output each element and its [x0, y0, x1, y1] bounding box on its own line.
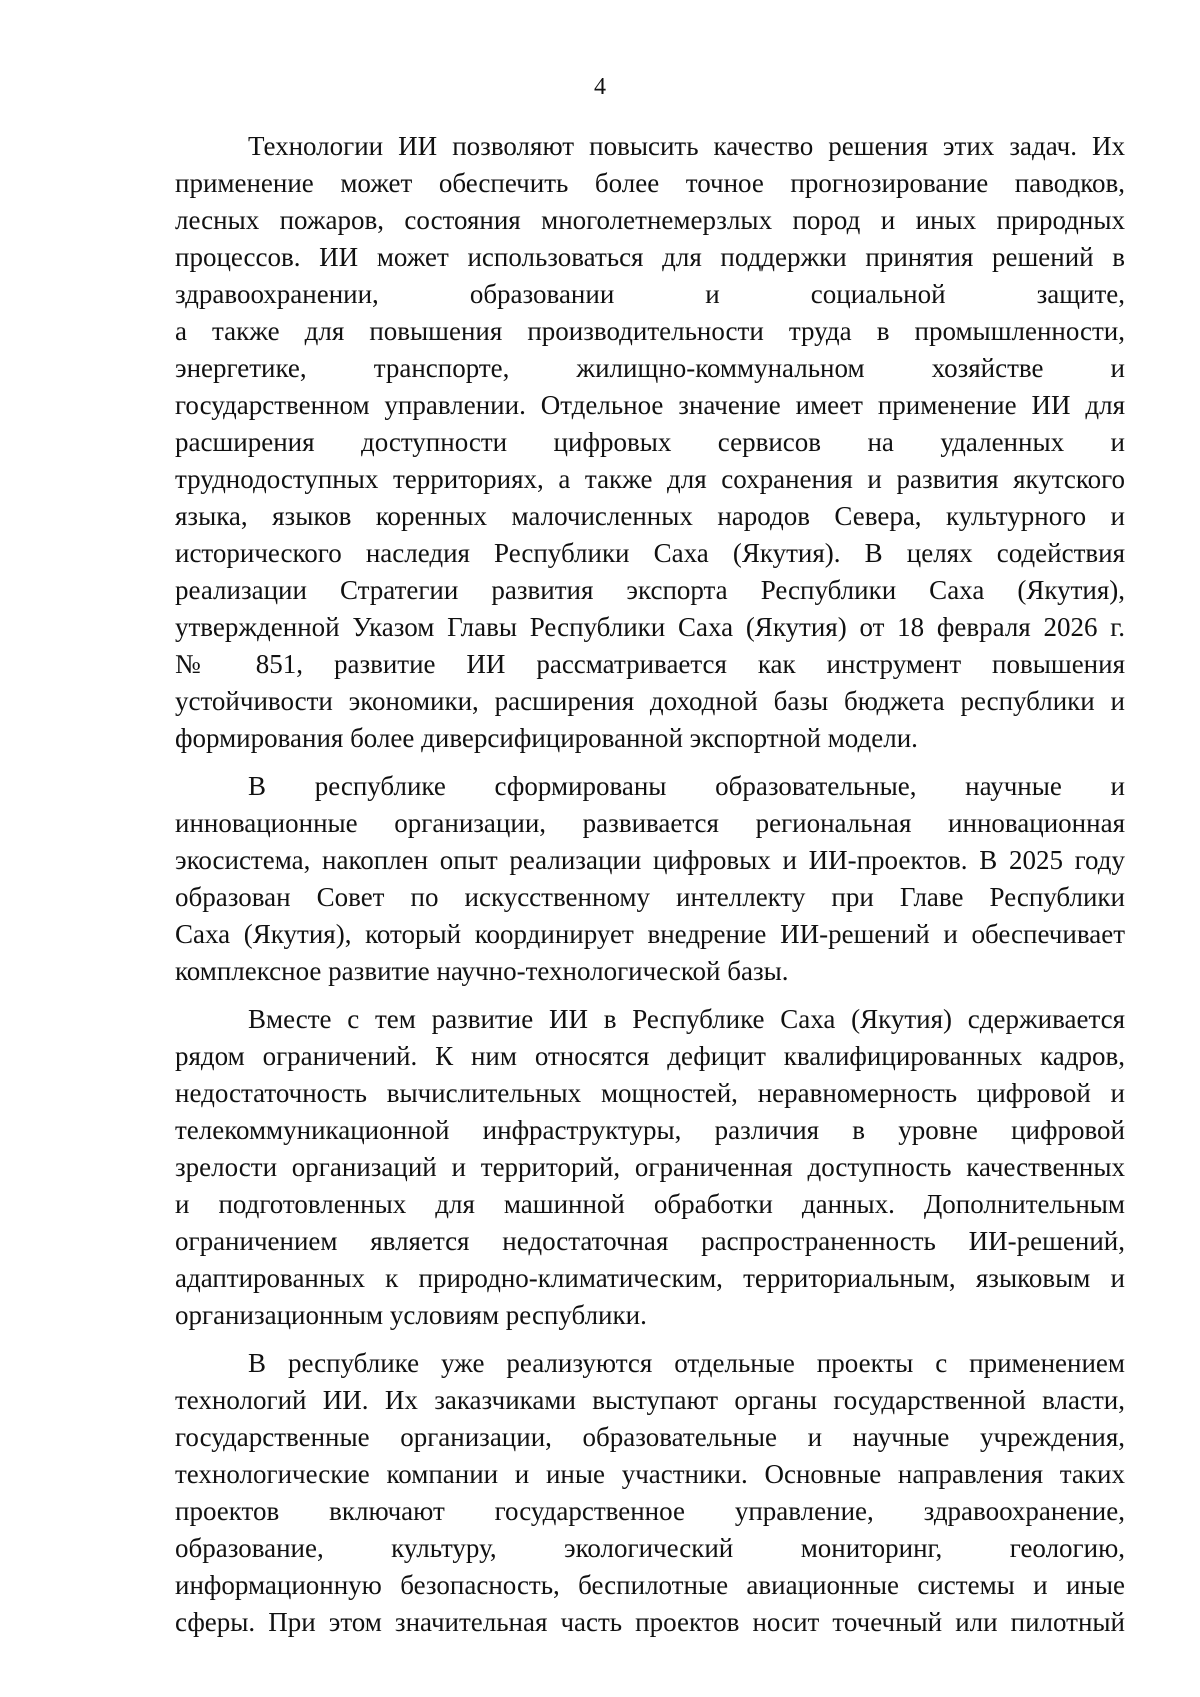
text-line: телекоммуникационной инфраструктуры, различия в уровне цифровой	[175, 1115, 1125, 1145]
text-line: недостаточность вычислительных мощностей, неравномерность цифровой и	[175, 1078, 1125, 1108]
text-line: государственном управлении. Отдельное значение имеет применение ИИ для	[175, 390, 1125, 420]
text-line: языка, языков коренных малочисленных народов Севера, культурного и	[175, 501, 1125, 531]
text-line: исторического наследия Республики Саха (Якутия). В целях содействия	[175, 538, 1125, 568]
text-line: образован Совет по искусственному интеллекту при Главе Республики	[175, 882, 1125, 912]
text-line: адаптированных к природно-климатическим, территориальным, языковым и	[175, 1263, 1125, 1293]
text-line: государственные организации, образовательные и научные учреждения,	[175, 1422, 1125, 1452]
text-line: Саха (Якутия), который координирует внедрение ИИ-решений и обеспечивает	[175, 919, 1125, 949]
text-line: реализации Стратегии развития экспорта Республики Саха (Якутия),	[175, 575, 1125, 605]
document-body	[175, 128, 1125, 1641]
text-line: применение может обеспечить более точное прогнозирование паводков,	[175, 168, 1125, 198]
text-line: устойчивости экономики, расширения доходной базы бюджета республики и	[175, 686, 1125, 716]
text-line: процессов. ИИ может использоваться для поддержки принятия решений в	[175, 242, 1125, 272]
text-line: технологические компании и иные участники. Основные направления таких	[175, 1459, 1125, 1489]
paragraph-gap	[175, 1334, 1125, 1345]
text-line: энергетике, транспорте, жилищно-коммунальном хозяйстве и	[175, 353, 1125, 383]
text-line: образование, культуру, экологический мониторинг, геологию,	[175, 1533, 1125, 1563]
text-line: информационную безопасность, беспилотные авиационные системы и иные	[175, 1570, 1125, 1600]
text-line: Вместе с тем развитие ИИ в Республике Саха (Якутия) сдерживается	[248, 1004, 1125, 1034]
text-line: технологий ИИ. Их заказчиками выступают органы государственной власти,	[175, 1385, 1125, 1415]
text-line: В республике сформированы образовательные, научные и	[248, 771, 1125, 801]
paragraph	[175, 128, 1125, 757]
text-line: экосистема, накоплен опыт реализации цифровых и ИИ-проектов. В 2025 году	[175, 845, 1125, 875]
text-line: организационным условиям республики.	[175, 1300, 647, 1330]
text-line: Технологии ИИ позволяют повысить качество решения этих задач. Их	[248, 131, 1125, 161]
paragraph-gap	[175, 757, 1125, 768]
text-line: утвержденной Указом Главы Республики Саха (Якутия) от 18 февраля 2026 г.	[175, 612, 1125, 642]
text-line: В республике уже реализуются отдельные проекты с применением	[248, 1348, 1125, 1378]
paragraph	[175, 1001, 1125, 1334]
text-line: комплексное развитие научно-технологической базы.	[175, 956, 789, 986]
text-line: здравоохранении, образовании и социальной защите,	[175, 279, 1125, 309]
page-number: 4	[594, 74, 606, 100]
text-line: рядом ограничений. К ним относятся дефицит квалифицированных кадров,	[175, 1041, 1125, 1071]
paragraph	[175, 1345, 1125, 1641]
paragraph-gap	[175, 990, 1125, 1001]
text-line: зрелости организаций и территорий, ограниченная доступность качественных	[175, 1152, 1125, 1182]
paragraph	[175, 768, 1125, 990]
text-line: лесных пожаров, состояния многолетнемерзлых пород и иных природных	[175, 205, 1125, 235]
text-line: труднодоступных территориях, а также для сохранения и развития якутского	[175, 464, 1125, 494]
text-line: инновационные организации, развивается региональная инновационная	[175, 808, 1125, 838]
text-line: формирования более диверсифицированной экспортной модели.	[175, 723, 918, 753]
text-line: и подготовленных для машинной обработки данных. Дополнительным	[175, 1189, 1125, 1219]
text-line: расширения доступности цифровых сервисов на удаленных и	[175, 427, 1125, 457]
text-line: сферы. При этом значительная часть проектов носит точечный или пилотный	[175, 1607, 1125, 1637]
text-line: а также для повышения производительности труда в промышленности,	[175, 316, 1125, 346]
text-line: проектов включают государственное управление, здравоохранение,	[175, 1496, 1125, 1526]
text-line: ограничением является недостаточная распространенность ИИ-решений,	[175, 1226, 1125, 1256]
text-line: № 851, развитие ИИ рассматривается как инструмент повышения	[175, 649, 1125, 679]
